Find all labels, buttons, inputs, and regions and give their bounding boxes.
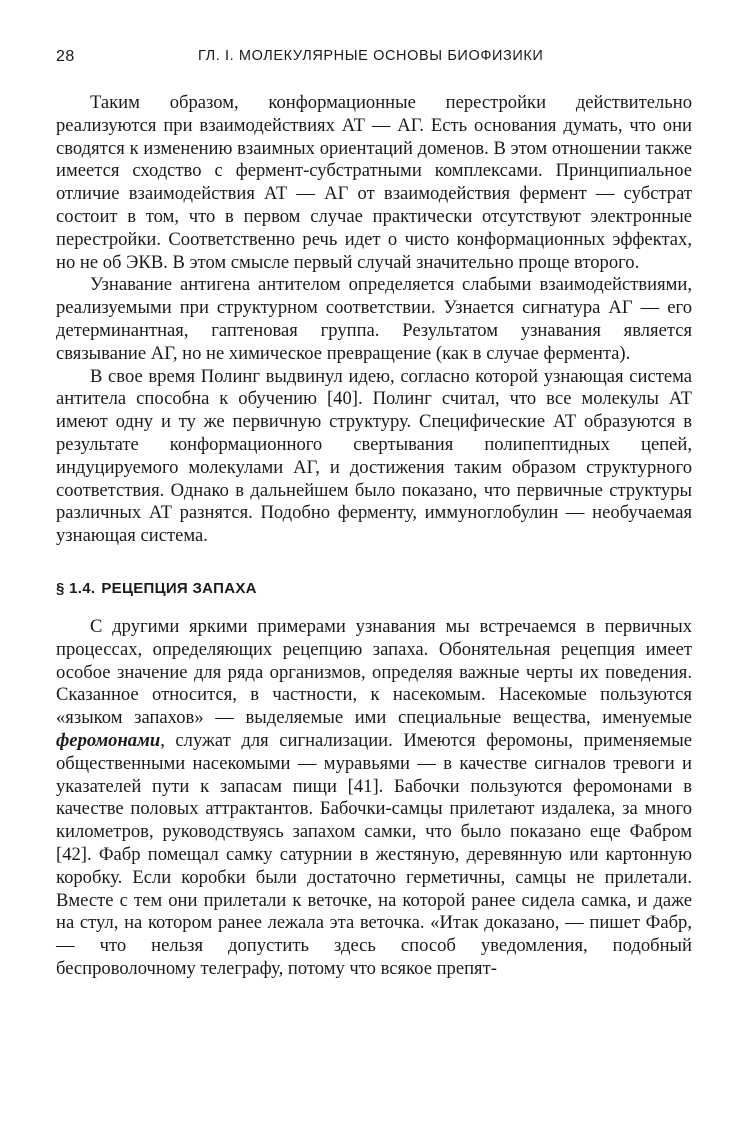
section-title: РЕЦЕПЦИЯ ЗАПАХА [101, 579, 257, 597]
section-number: § 1.4. [56, 579, 96, 597]
paragraph-odor-reception [56, 616, 692, 981]
running-head [56, 48, 692, 76]
page-number: 28 [56, 48, 75, 65]
emphasized-term-pheromones: феромонами [56, 729, 161, 751]
book-page [56, 48, 692, 981]
paragraph-antigen-recognition: Узнавание антигена антителом определяется слабыми взаимодействиями, реализуемыми при структурном соответствии. Узнается сигнатура АГ — его детерминантная, гаптеновая группа. Результатом узнавания является связывание АГ, но не химическое превращение (как в случае фермента). [56, 274, 692, 364]
paragraph-text-after-term: , служат для сигнализации. Имеются феромоны, применяемые общественными насекомыми — муравьями — в качестве сигналов тревоги и указателей пути к запасам пищи [41]. Бабочки пользуются феромонами в качестве половых аттрактантов. Бабочки-самцы прилетают издалека, за много километров, руководствуясь запахом самки, что было показано еще Фабром [42]. Фабр помещал самку сатурнии в жестяную, деревянную или картонную коробку. Если коробки были достаточно герметичны, самцы не прилетали. Вместе с тем они прилетали к веточке, на которой ранее сидела самка, и даже на стул, на котором ранее лежала эта веточка. «Итак доказано, — пишет Фабр, — что нельзя допустить здесь способ уведомления, подобный беспроволочному телеграфу, потому что всякое препят- [56, 729, 692, 979]
paragraph-pauling-hypothesis: В свое время Полинг выдвинул идею, согласно которой узнающая система антитела способна к обучению [40]. Полинг считал, что все молекулы АТ имеют одну и ту же первичную структуру. Специфические АТ образуются в результате конформационного свертывания полипептидных цепей, индуцируемого молекулами АГ, и достижения таким образом структурного соответствия. Однако в дальнейшем было показано, что первичные структуры различных АТ разнятся. Подобно ферменту, иммуноглобулин — необучаемая узнающая система. [56, 365, 692, 547]
chapter-title: ГЛ. I. МОЛЕКУЛЯРНЫЕ ОСНОВЫ БИОФИЗИКИ [198, 48, 544, 64]
body-text-top [56, 92, 692, 548]
paragraph-text-before-term: С другими яркими примерами узнавания мы встречаемся в первичных процессах, определяющих рецепцию запаха. Обонятельная рецепция имеет особое значение для ряда организмов, определяя важные черты их поведения. Сказанное относится, в частности, к насекомым. Насекомые пользуются «языком запахов» — выделяемые ими специальные вещества, именуемые [56, 615, 692, 729]
paragraph-conformational-changes: Таким образом, конформационные перестройки действительно реализуются при взаимодействиях АТ — АГ. Есть основания думать, что они сводятся к изменению взаимных ориентаций доменов. В этом отношении также имеется сходство с фермент-субстратными комплексами. Принципиальное отличие взаимодействия АТ — АГ от взаимодействия фермент — субстрат состоит в том, что в первом случае практически отсутствуют электронные перестройки. Соответственно речь идет о чисто конформационных эффектах, но не об ЭКВ. В этом смысле первый случай значительно проще второго. [56, 92, 692, 273]
section-heading [56, 578, 692, 600]
